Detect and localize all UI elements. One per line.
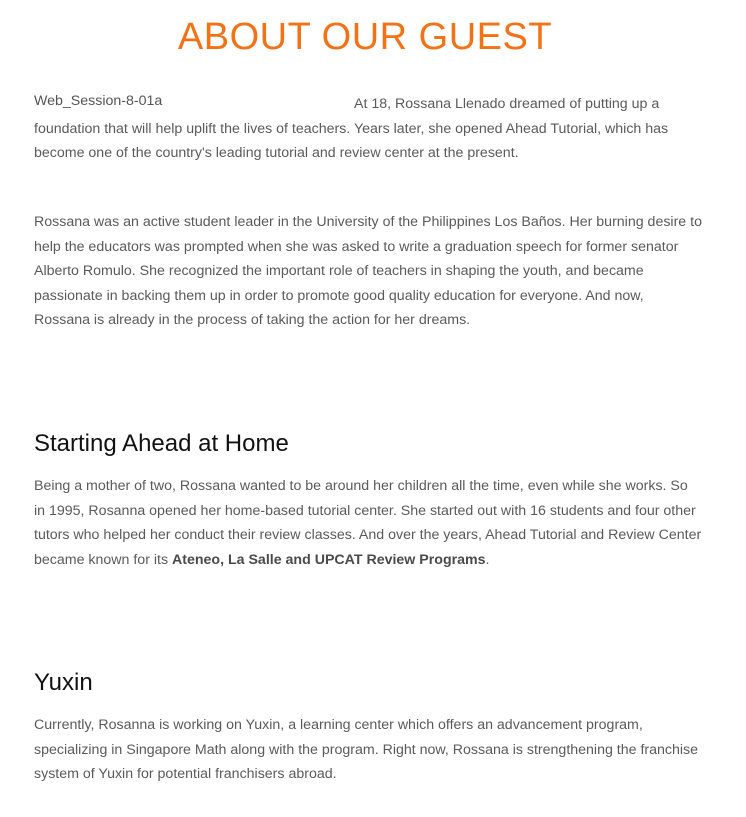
starting-ahead-paragraph: [34, 474, 702, 572]
intro-paragraph: [34, 92, 702, 166]
section-heading-yuxin: Yuxin: [34, 669, 93, 696]
section-heading-starting-ahead: Starting Ahead at Home: [34, 430, 289, 457]
guest-image-alt-text: Web_Session-8-01a: [34, 93, 163, 109]
starting-ahead-text-end: .: [485, 551, 490, 568]
starting-ahead-text: Being a mother of two, Rossana wanted to be around her children all the time, even while she works. So in 1995, Rosanna opened her home-based tutorial center. She started out with 16 students and four other tutors who helped her conduct their review classes. And over the years, Ahead Tutorial and Review Center became known for its: [34, 478, 702, 568]
yuxin-paragraph: Currently, Rosanna is working on Yuxin, a learning center which offers an advancement program, specializing in Singapore Math along with the program. Right now, Rossana is strengthening the franchise system of Yuxin for potential franchisers abroad.: [34, 717, 699, 782]
background-paragraph: Rossana was an active student leader in the University of the Philippines Los Baños. Her burning desire to help the educators was prompted when she was asked to write a graduation speech for former senator Alberto Romulo. She recognized the important role of teachers in shaping the youth, and became passionate in backing them up in order to promote good quality education for everyone. And now, Rossana is already in the process of taking the action for her dreams.: [34, 214, 702, 328]
page-title: ABOUT OUR GUEST: [177, 16, 553, 58]
review-programs-link[interactable]: Ateneo, La Salle and UPCAT Review Programs: [172, 551, 486, 568]
intro-text: At 18, Rossana Llenado dreamed of putting up a foundation that will help uplift the lives of teachers. Years later, she opened Ahead Tutorial, which has become one of the country's leading tutorial and review center at the present.: [34, 96, 669, 161]
